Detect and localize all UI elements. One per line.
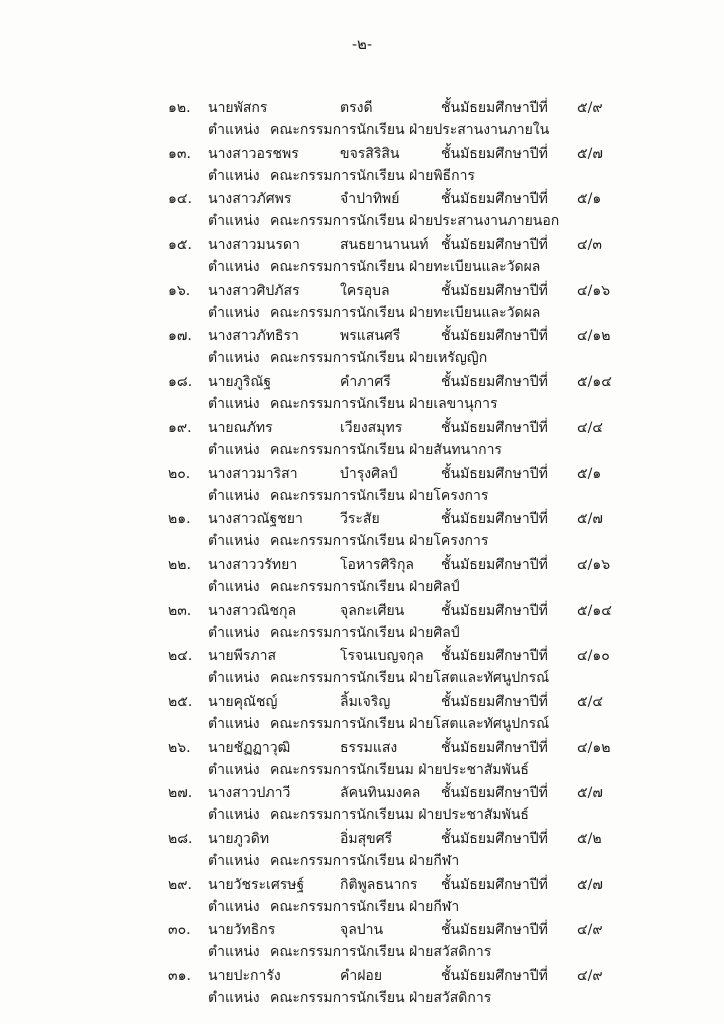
student-line: [0, 554, 724, 576]
class-room: ๔/๓: [577, 237, 602, 254]
first-name: นายชัฏฏาวุฒิ: [208, 739, 291, 756]
first-name: นายพัสกร: [208, 100, 268, 116]
position-value: คณะกรรมการนักเรียน ฝ่ายสวัสดิการ: [270, 990, 492, 1007]
grade-label: ชั้นมัธยมศึกษาปีที่: [441, 465, 548, 482]
student-committee-list: [0, 97, 724, 1011]
position-label: ตำแหน่ง: [208, 350, 260, 367]
position-label: ตำแหน่ง: [208, 898, 260, 915]
entry-number: ๑๙.: [168, 419, 192, 436]
first-name: นายคุณัชญ์: [208, 693, 278, 710]
position-label: ตำแหน่ง: [208, 944, 260, 961]
first-name: นางสาวอรชพร: [208, 145, 299, 162]
grade-label: ชั้นมัธยมศึกษาปีที่: [441, 739, 548, 756]
list-item: [0, 280, 724, 326]
class-room: ๕/๑๔: [577, 602, 612, 619]
grade-label: ชั้นมัธยมศึกษาปีที่: [441, 328, 548, 345]
position-label: ตำแหน่ง: [208, 533, 260, 550]
position-value: คณะกรรมการนักเรียน ฝ่ายโครงการ: [270, 533, 489, 550]
position-value: คณะกรรมการนักเรียน ฝ่ายประสานงานภายใน: [270, 122, 550, 138]
position-value: คณะกรรมการนักเรียน ฝ่ายทะเบียนและวัดผล: [270, 259, 541, 276]
last-name: คำภาศรี: [340, 374, 391, 391]
position-line: [0, 485, 724, 507]
list-item: [0, 325, 724, 371]
first-name: นายภูวดิท: [208, 831, 270, 847]
class-room: ๕/๑: [577, 465, 602, 482]
position-label: ตำแหน่ง: [208, 396, 260, 413]
student-line: [0, 645, 724, 667]
position-value: คณะกรรมการนักเรียน ฝ่ายพิธีการ: [270, 167, 475, 184]
list-item: [0, 554, 724, 600]
list-item: [0, 143, 724, 189]
student-line: [0, 828, 724, 850]
student-line: [0, 919, 724, 941]
position-value: คณะกรรมการนักเรียน ฝ่ายโสตและทัศนูปกรณ์: [270, 670, 550, 687]
position-label: ตำแหน่ง: [208, 853, 260, 869]
position-label: ตำแหน่ง: [208, 304, 260, 321]
entry-number: ๑๖.: [168, 282, 191, 299]
student-line: [0, 280, 724, 302]
last-name: สนธยานานนท์: [340, 237, 429, 254]
position-line: [0, 713, 724, 735]
first-name: นายณภัทร: [208, 419, 273, 436]
class-room: ๔/๑๖: [577, 282, 611, 299]
last-name: โรจนเบญจกุล: [340, 648, 424, 665]
last-name: วีระสัย: [340, 511, 380, 528]
position-line: [0, 667, 724, 689]
entry-number: ๑๕.: [168, 237, 192, 254]
class-room: ๕/๔: [577, 693, 603, 710]
class-room: ๕/๒: [577, 831, 602, 847]
first-name: นางสาวณิชกุล: [208, 602, 297, 619]
first-name: นายภูริณัฐ: [208, 374, 272, 391]
position-label: ตำแหน่ง: [208, 259, 260, 276]
grade-label: ชั้นมัธยมศึกษาปีที่: [441, 648, 548, 665]
position-label: ตำแหน่ง: [208, 487, 260, 504]
first-name: นางสาวมาริสา: [208, 465, 298, 482]
position-value: คณะกรรมการนักเรียน ฝ่ายประสานงานภายนอก: [270, 213, 560, 230]
last-name: กิติพูลธนากร: [340, 876, 418, 893]
grade-label: ชั้นมัธยมศึกษาปีที่: [441, 282, 548, 299]
class-room: ๔/๑๐: [577, 648, 610, 665]
student-line: [0, 691, 724, 713]
list-item: [0, 874, 724, 920]
grade-label: ชั้นมัธยมศึกษาปีที่: [441, 831, 548, 847]
list-item: [0, 691, 724, 737]
grade-label: ชั้นมัธยมศึกษาปีที่: [441, 145, 548, 162]
entry-number: ๒๖.: [168, 739, 191, 756]
student-line: [0, 463, 724, 485]
grade-label: ชั้นมัธยมศึกษาปีที่: [441, 602, 548, 619]
position-label: ตำแหน่ง: [208, 624, 260, 641]
position-label: ตำแหน่ง: [208, 990, 260, 1007]
list-item: [0, 919, 724, 965]
entry-number: ๓๑.: [168, 968, 191, 985]
position-value: คณะกรรมการนักเรียน ฝ่ายกีฬา: [270, 898, 460, 915]
student-line: [0, 737, 724, 759]
first-name: นางสาวปภาวี: [208, 785, 291, 802]
position-value: คณะกรรมการนักเรียน ฝ่ายเหรัญญิก: [270, 350, 488, 367]
entry-number: ๒๓.: [168, 602, 192, 619]
first-name: นางสาวภัศพร: [208, 191, 292, 208]
entry-number: ๑๓.: [168, 145, 191, 162]
student-line: [0, 965, 724, 987]
student-line: [0, 508, 724, 530]
grade-label: ชั้นมัธยมศึกษาปีที่: [441, 511, 548, 528]
position-value: คณะกรรมการนักเรียน ฝ่ายโครงการ: [270, 487, 489, 504]
class-room: ๕/๗: [577, 876, 603, 893]
position-label: ตำแหน่ง: [208, 167, 260, 184]
class-room: ๔/๙: [577, 922, 603, 939]
first-name: นายปะการัง: [208, 968, 281, 985]
grade-label: ชั้นมัธยมศึกษาปีที่: [441, 922, 548, 939]
list-item: [0, 508, 724, 554]
last-name: อิ่มสุขศรี: [340, 831, 393, 847]
position-line: [0, 941, 724, 963]
position-label: ตำแหน่ง: [208, 715, 260, 732]
list-item: [0, 965, 724, 1011]
last-name: โอหารศิริกุล: [340, 556, 414, 573]
class-room: ๕/๑๔: [577, 374, 612, 391]
class-room: ๔/๑๒: [577, 328, 611, 345]
position-value: คณะกรรมการนักเรียน ฝ่ายศิลป์: [270, 578, 460, 595]
list-item: [0, 463, 724, 509]
student-line: [0, 874, 724, 896]
entry-number: ๒๗.: [168, 785, 193, 802]
grade-label: ชั้นมัธยมศึกษาปีที่: [441, 191, 548, 208]
list-item: [0, 645, 724, 691]
last-name: ใครอุบล: [340, 282, 390, 299]
entry-number: ๓๐.: [168, 922, 191, 939]
last-name: ขจรสิริสิน: [340, 145, 400, 162]
last-name: ธรรมแสง: [340, 739, 398, 756]
position-value: คณะกรรมการนักเรียนม ฝ่ายประชาสัมพันธ์: [270, 807, 529, 824]
class-room: ๔/๙: [577, 968, 603, 985]
class-room: ๕/๗: [577, 145, 603, 162]
position-line: [0, 530, 724, 552]
entry-number: ๒๙.: [168, 876, 192, 893]
last-name: พรแสนศรี: [340, 328, 401, 345]
last-name: เวียงสมุทร: [340, 419, 403, 436]
grade-label: ชั้นมัธยมศึกษาปีที่: [441, 419, 548, 436]
first-name: นายวัชระเศรษฐ์: [208, 876, 305, 893]
position-line: [0, 576, 724, 598]
class-room: ๕/๗: [577, 511, 603, 528]
position-line: [0, 210, 724, 232]
position-line: [0, 302, 724, 324]
position-line: [0, 987, 724, 1009]
position-line: [0, 256, 724, 278]
first-name: นางสาวศิปภัสร: [208, 282, 300, 299]
last-name: บำรุงศิลป์: [340, 465, 398, 482]
grade-label: ชั้นมัธยมศึกษาปีที่: [441, 785, 548, 802]
list-item: [0, 234, 724, 280]
entry-number: ๑๘.: [168, 374, 193, 391]
position-value: คณะกรรมการนักเรียน ฝ่ายสวัสดิการ: [270, 944, 492, 961]
position-line: [0, 896, 724, 918]
student-line: [0, 97, 724, 119]
position-value: คณะกรรมการนักเรียนม ฝ่ายประชาสัมพันธ์: [270, 761, 529, 778]
position-line: [0, 804, 724, 826]
first-name: นางสาววรัทยา: [208, 556, 298, 573]
entry-number: ๒๒.: [168, 556, 191, 573]
class-room: ๔/๔: [577, 419, 603, 436]
position-value: คณะกรรมการนักเรียน ฝ่ายศิลป์: [270, 624, 460, 641]
position-line: [0, 347, 724, 369]
last-name: จุลกะเศียน: [340, 602, 405, 619]
grade-label: ชั้นมัธยมศึกษาปีที่: [441, 237, 548, 254]
entry-number: ๒๔.: [168, 648, 193, 665]
position-line: [0, 393, 724, 415]
entry-number: ๒๕.: [168, 693, 193, 710]
grade-label: ชั้นมัธยมศึกษาปีที่: [441, 100, 548, 116]
list-item: [0, 371, 724, 417]
student-line: [0, 600, 724, 622]
position-value: คณะกรรมการนักเรียน ฝ่ายสันทนาการ: [270, 441, 502, 458]
grade-label: ชั้นมัธยมศึกษาปีที่: [441, 556, 548, 573]
last-name: ลิ้มเจริญ: [340, 693, 391, 710]
position-label: ตำแหน่ง: [208, 213, 260, 230]
student-line: [0, 417, 724, 439]
student-line: [0, 325, 724, 347]
list-item: [0, 600, 724, 646]
class-room: ๕/๗: [577, 785, 603, 802]
position-value: คณะกรรมการนักเรียน ฝ่ายทะเบียนและวัดผล: [270, 304, 541, 321]
first-name: นางสาวมนรดา: [208, 237, 300, 254]
last-name: จำปาทิพย์: [340, 191, 400, 208]
page-number: -๒-: [351, 35, 373, 53]
class-room: ๕/๙: [577, 100, 603, 116]
position-line: [0, 622, 724, 644]
entry-number: ๑๒.: [168, 100, 191, 116]
position-label: ตำแหน่ง: [208, 122, 260, 138]
position-value: คณะกรรมการนักเรียน ฝ่ายกีฬา: [270, 853, 460, 869]
list-item: [0, 737, 724, 783]
position-value: คณะกรรมการนักเรียน ฝ่ายโสตและทัศนูปกรณ์: [270, 715, 550, 732]
last-name: คำฝอย: [340, 968, 383, 985]
position-line: [0, 439, 724, 461]
list-item: [0, 417, 724, 463]
class-room: ๕/๑: [577, 191, 602, 208]
position-label: ตำแหน่ง: [208, 578, 260, 595]
entry-number: ๑๔.: [168, 191, 192, 208]
student-line: [0, 234, 724, 256]
grade-label: ชั้นมัธยมศึกษาปีที่: [441, 374, 548, 391]
list-item: [0, 188, 724, 234]
list-item: [0, 97, 724, 143]
list-item: [0, 828, 724, 874]
class-room: ๔/๑๖: [577, 556, 611, 573]
grade-label: ชั้นมัธยมศึกษาปีที่: [441, 968, 548, 985]
first-name: นางสาวณัฐชยา: [208, 511, 303, 528]
last-name: จุลปาน: [340, 922, 384, 939]
class-room: ๔/๑๒: [577, 739, 611, 756]
position-label: ตำแหน่ง: [208, 761, 260, 778]
student-line: [0, 371, 724, 393]
student-line: [0, 188, 724, 210]
student-line: [0, 782, 724, 804]
list-item: [0, 782, 724, 828]
entry-number: ๒๑.: [168, 511, 191, 528]
student-line: [0, 143, 724, 165]
last-name: ลัคนทินมงคล: [340, 785, 421, 802]
entry-number: ๑๗.: [168, 328, 192, 345]
position-label: ตำแหน่ง: [208, 441, 260, 458]
position-label: ตำแหน่ง: [208, 807, 260, 824]
position-line: [0, 759, 724, 781]
position-line: [0, 119, 724, 141]
grade-label: ชั้นมัธยมศึกษาปีที่: [441, 876, 548, 893]
position-value: คณะกรรมการนักเรียน ฝ่ายเลขานุการ: [270, 396, 498, 413]
position-label: ตำแหน่ง: [208, 670, 260, 687]
entry-number: ๒๘.: [168, 831, 193, 847]
last-name: ตรงดี: [340, 100, 373, 116]
first-name: นายพีรภาส: [208, 648, 277, 665]
entry-number: ๒๐.: [168, 465, 191, 482]
position-line: [0, 165, 724, 187]
first-name: นายวัทธิกร: [208, 922, 276, 939]
position-line: [0, 850, 724, 872]
grade-label: ชั้นมัธยมศึกษาปีที่: [441, 693, 548, 710]
first-name: นางสาวภัทธิรา: [208, 328, 299, 345]
